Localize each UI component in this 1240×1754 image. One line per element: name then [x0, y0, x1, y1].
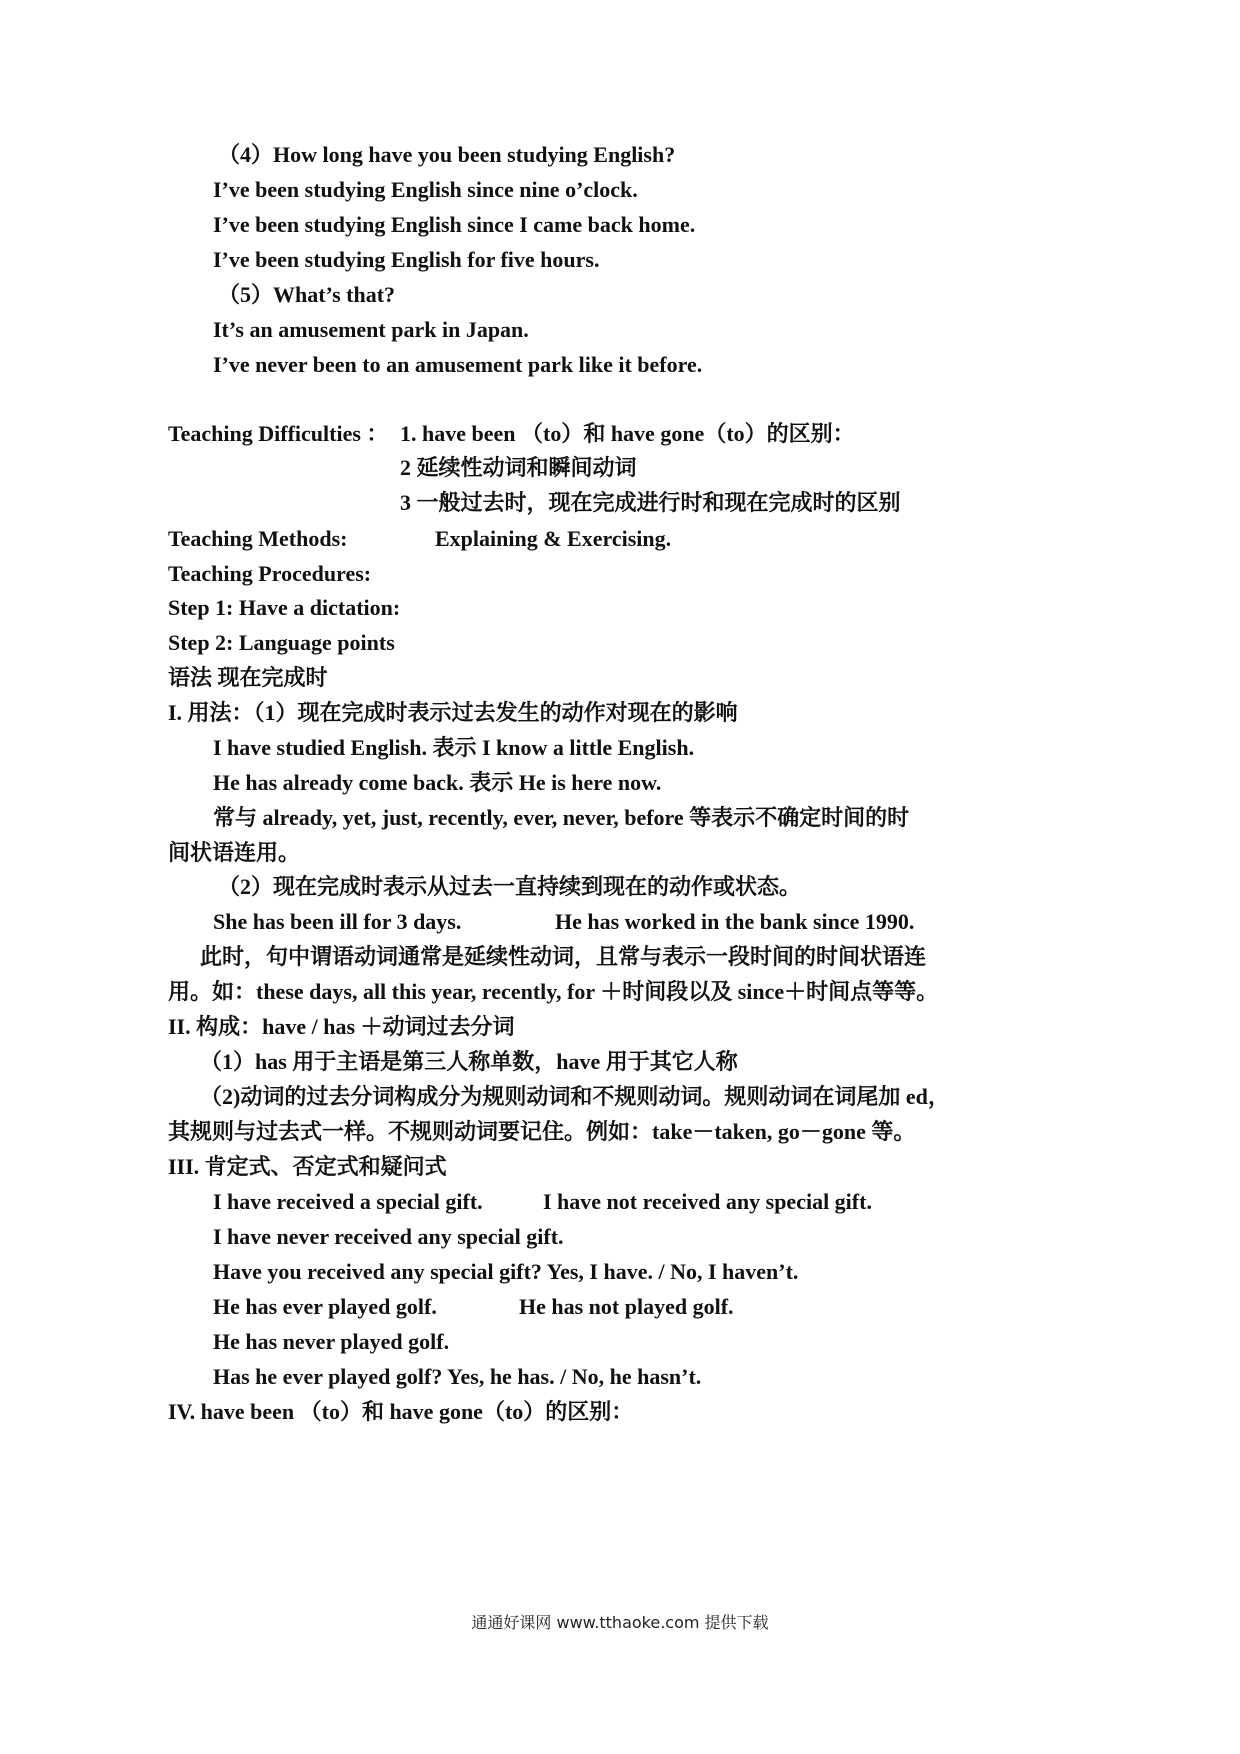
forms-heading: III. 肯定式、否定式和疑问式 [168, 1154, 447, 1179]
example-4-answer-1: I’ve been studying English since nine o’clock. [213, 177, 638, 202]
forms-example-3: Have you received any special gift? Yes, I have. / No, I haven’t. [213, 1259, 799, 1284]
grammar-title: 语法 现在完成时 [168, 665, 328, 690]
form-rule-1: （1）has 用于主语是第三人称单数，have 用于其它人称 [200, 1049, 738, 1074]
forms-example-6: Has he ever played golf? Yes, he has. / No, he hasn’t. [213, 1364, 702, 1389]
usage-note-2-line-1: 此时，句中谓语动词通常是延续性动词，且常与表示一段时间的时间状语连 [200, 944, 927, 969]
usage-heading: I. 用法：（1）现在完成时表示过去发生的动作对现在的影响 [168, 700, 738, 725]
usage-example-2: He has already come back. 表示 He is here now. [213, 770, 662, 795]
form-rule-2-line-2: 其规则与过去式一样。不规则动词要记住。例如：take－taken, go－gone 等。 [168, 1119, 916, 1144]
form-rule-2-line-1: （2)动词的过去分词构成分为规则动词和不规则动词。规则动词在词尾加 ed， [200, 1084, 950, 1109]
forms-example-2: I have never received any special gift. [213, 1224, 564, 1249]
example-4-answer-2: I’ve been studying English since I came back home. [213, 212, 696, 237]
difficulties-label: Teaching Difficulties ： [168, 421, 389, 446]
usage-example-3a: She has been ill for 3 days. [213, 909, 462, 934]
step-1: Step 1: Have a dictation: [168, 595, 401, 620]
usage-example-3b: He has worked in the bank since 1990. [555, 909, 915, 934]
difficulty-item-1: 1. have been （to）和 have gone（to）的区别： [400, 421, 855, 446]
difficulty-item-3: 3 一般过去时，现在完成进行时和现在完成时的区别 [400, 490, 901, 515]
usage-note-1-line-2: 间状语连用。 [168, 840, 301, 865]
step-2: Step 2: Language points [168, 630, 395, 655]
difficulty-item-2: 2 延续性动词和瞬间动词 [400, 455, 637, 480]
forms-example-4b: He has not played golf. [519, 1294, 734, 1319]
procedures-label: Teaching Procedures: [168, 561, 372, 586]
example-5-question: （5）What’s that? [218, 282, 396, 307]
example-4-answer-3: I’ve been studying English for five hours. [213, 247, 600, 272]
forms-example-1a: I have received a special gift. [213, 1189, 483, 1214]
usage-2: （2）现在完成时表示从过去一直持续到现在的动作或状态。 [218, 874, 802, 899]
forms-example-1b: I have not received any special gift. [543, 1189, 872, 1214]
form-heading: II. 构成：have / has ＋动词过去分词 [168, 1014, 515, 1039]
forms-example-4a: He has ever played golf. [213, 1294, 437, 1319]
usage-example-1: I have studied English. 表示 I know a little English. [213, 735, 695, 760]
forms-example-5: He has never played golf. [213, 1329, 450, 1354]
usage-note-1-line-1: 常与 already, yet, just, recently, ever, never, before 等表示不确定时间的时 [213, 805, 910, 830]
example-5-answer-1: It’s an amusement park in Japan. [213, 317, 529, 342]
example-4-question: （4）How long have you been studying English? [218, 142, 676, 167]
footer-text: 通通好课网 www.tthaoke.com 提供下载 [471, 1613, 769, 1632]
methods-value: Explaining & Exercising. [435, 526, 672, 551]
section-iv-heading: IV. have been （to）和 have gone（to）的区别： [168, 1399, 634, 1424]
usage-note-2-line-2: 用。如：these days, all this year, recently, for ＋时间段以及 since＋时间点等等。 [168, 979, 939, 1004]
methods-label: Teaching Methods: [168, 526, 348, 551]
example-5-answer-2: I’ve never been to an amusement park like it before. [213, 352, 703, 377]
